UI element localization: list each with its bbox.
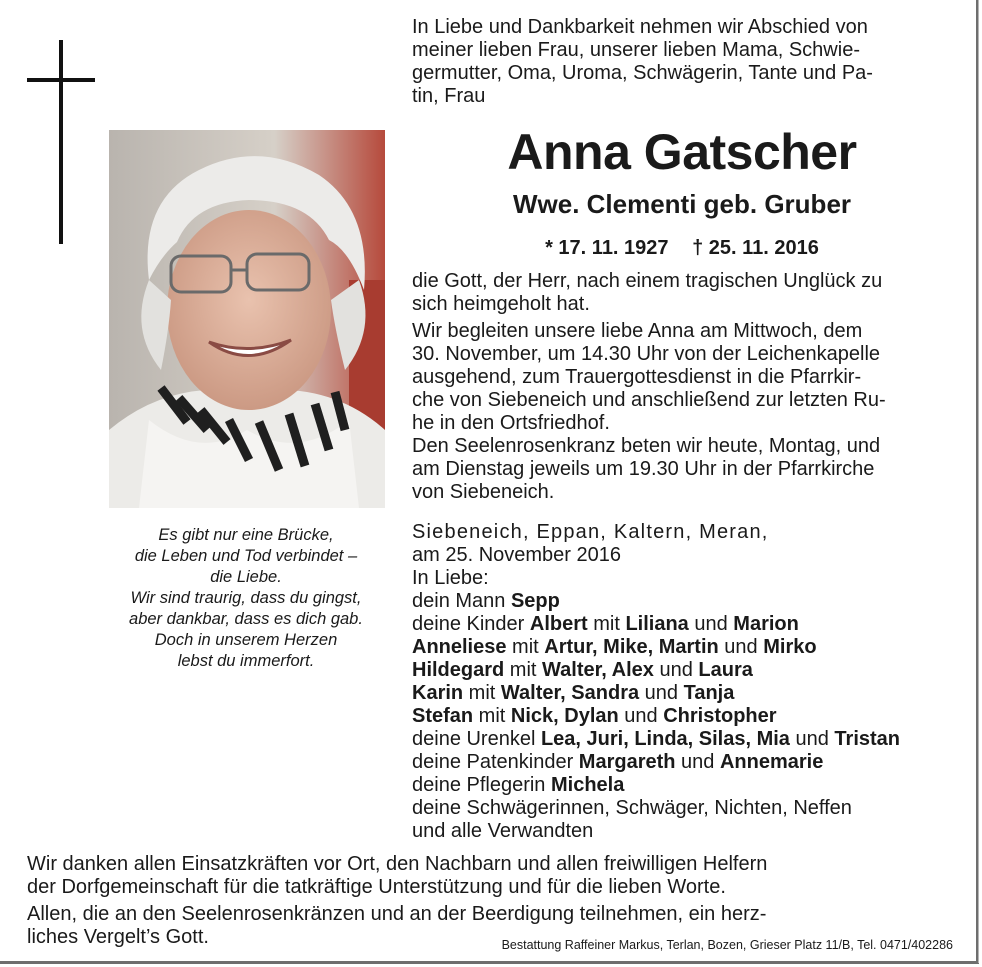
text-line: am Dienstag jeweils um 19.30 Uhr in der Pfarrkirche (412, 458, 875, 480)
thanks-line: Allen, die an den Seelenrosenkränzen und an der Beerdigung teilnehmen, ein herz- (27, 903, 767, 925)
text-line: ausgehend, zum Trauergottesdienst in die Pfarrkir- (412, 366, 862, 388)
deceased-name: Anna Gatscher (507, 124, 857, 180)
memorial-poem (100, 525, 392, 672)
text-line: Den Seelenrosenkranz beten wir heute, Montag, und (412, 435, 881, 457)
death-date: † 25. 11. 2016 (692, 237, 819, 259)
thanks-paragraph (27, 853, 952, 949)
text-line: die Gott, der Herr, nach einem tragischen Unglück zu (412, 270, 883, 292)
mourner-line: deine Schwägerinnen, Schwäger, Nichten, Neffen (412, 797, 852, 819)
mourner-line: Karin mit Walter, Sandra und Tanja (412, 682, 735, 704)
mourner-line: Hildegard mit Walter, Alex und Laura (412, 659, 753, 681)
text-line: von Siebeneich. (412, 481, 555, 503)
poem-line: Es gibt nur eine Brücke, (158, 526, 334, 544)
poem-line: Wir sind traurig, dass du gingst, (130, 589, 362, 607)
portrait-image (109, 130, 385, 508)
text-line: che von Siebeneich und anschließend zur letzten Ru- (412, 389, 886, 411)
birth-date: * 17. 11. 1927 (545, 237, 669, 259)
mourner-line: dein Mann Sepp (412, 590, 560, 612)
intro-line: In Liebe und Dankbarkeit nehmen wir Abschied von (412, 16, 868, 38)
mourners-intro: In Liebe: (412, 567, 489, 589)
life-dates (412, 235, 952, 261)
intro-line: meiner lieben Frau, unserer lieben Mama, Schwie- (412, 39, 860, 61)
poem-line: Doch in unserem Herzen (154, 631, 338, 649)
intro-line: tin, Frau (412, 85, 486, 107)
text-line: he in den Ortsfriedhof. (412, 412, 610, 434)
text-line: sich heimgeholt hat. (412, 293, 590, 315)
paragraph-heimgeholt (412, 270, 952, 316)
cross-icon-horizontal (27, 78, 95, 82)
mourner-line: deine Patenkinder Margareth und Annemarie (412, 751, 824, 773)
thanks-line: liches Vergelt’s Gott. (27, 926, 209, 948)
poem-line: aber dankbar, dass es dich gab. (129, 610, 363, 628)
funeral-home-credit: Bestattung Raffeiner Markus, Terlan, Bozen, Grieser Platz 11/B, Tel. 0471/402286 (501, 938, 953, 952)
mourner-line: Stefan mit Nick, Dylan und Christopher (412, 705, 777, 727)
thanks-line: der Dorfgemeinschaft für die tatkräftige Unterstützung und für die lieben Worte. (27, 876, 726, 898)
date-line: am 25. November 2016 (412, 544, 622, 566)
poem-line: die Liebe. (210, 568, 282, 586)
intro-text (412, 16, 952, 108)
place-and-date (412, 521, 952, 567)
place-line: Siebeneich, Eppan, Kaltern, Meran, (412, 521, 769, 543)
mourner-line: Anneliese mit Artur, Mike, Martin und Mirko (412, 636, 817, 658)
paragraph-funeral (412, 320, 952, 504)
mourner-line: deine Pflegerin Michela (412, 774, 625, 796)
intro-line: germutter, Oma, Uroma, Schwägerin, Tante und Pa- (412, 62, 873, 84)
thanks-line: Wir danken allen Einsatzkräften vor Ort, den Nachbarn und allen freiwilligen Helfern (27, 853, 768, 875)
mourner-line: deine Urenkel Lea, Juri, Linda, Silas, Mia und Tristan (412, 728, 900, 750)
frame-edge (978, 0, 979, 963)
text-line: Wir begleiten unsere liebe Anna am Mittwoch, dem (412, 320, 863, 342)
deceased-subname: Wwe. Clementi geb. Gruber (512, 189, 852, 219)
poem-line: die Leben und Tod verbindet – (134, 547, 358, 565)
mourner-line: und alle Verwandten (412, 820, 594, 842)
text-line: 30. November, um 14.30 Uhr von der Leichenkapelle (412, 343, 881, 365)
cross-icon-vertical (59, 40, 63, 244)
mourners-list (412, 567, 952, 843)
mourner-line: deine Kinder Albert mit Liliana und Marion (412, 613, 799, 635)
poem-line: lebst du immerfort. (177, 652, 315, 670)
portrait-photo (109, 130, 385, 508)
